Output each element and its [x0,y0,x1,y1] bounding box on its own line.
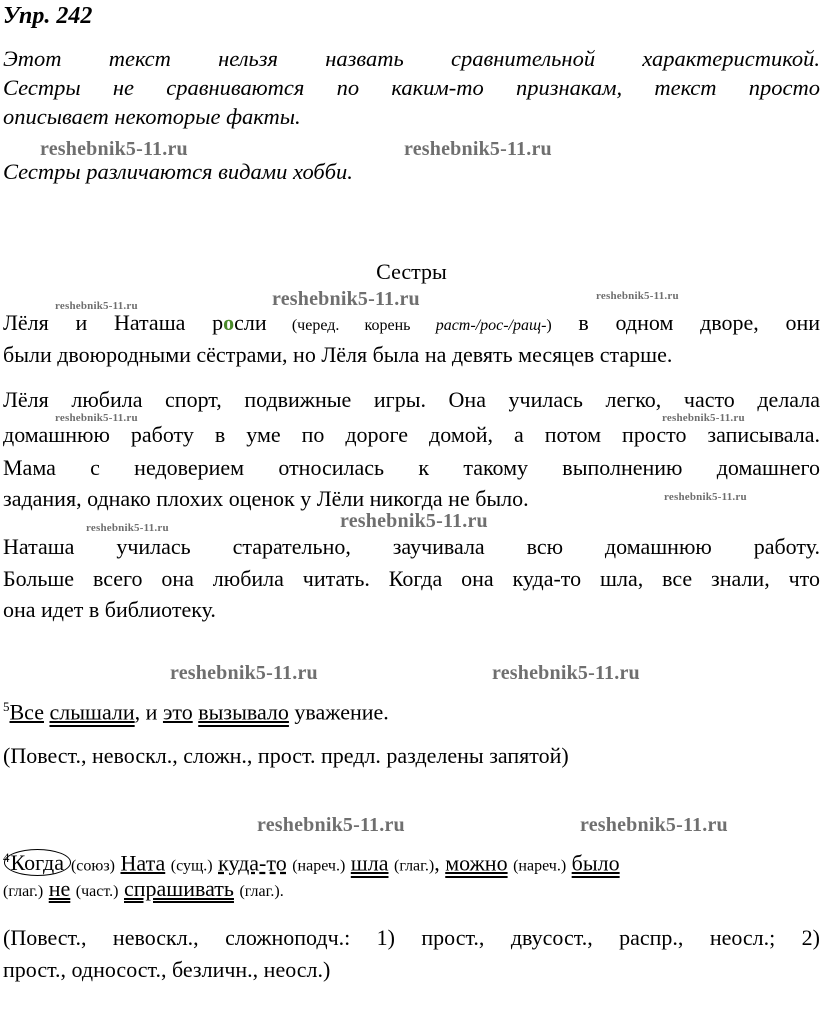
analysis5-note: (Повест., невоскл., сложн., прост. предл. разделены запятой) [3,743,569,768]
watermark: reshebnik5-11.ru [170,662,318,684]
story-p3-line2: Больше всего она любила читать. Когда она куда-то шла, все знали, что [3,566,820,591]
story-p2-line1: Лёля любила спорт, подвижные игры. Она училась легко, часто делала [3,387,820,412]
story-text: сли [234,310,267,335]
watermark: reshebnik5-11.ru [340,510,488,532]
subject-word: это [162,699,193,725]
intro-line-1: Этот текст нельзя назвать сравнительной характеристикой. [3,46,820,71]
pos-label: (сущ.) [170,857,213,875]
intro-line-4: Сестры различаются видами хобби. [3,159,353,184]
predicate-word: шла [350,850,389,876]
story-text: Лёля и Наташа р [3,310,224,335]
analysis4-note-line1: (Повест., невоскл., сложноподч.: 1) прост., двусост., распр., неосл.; 2) [3,925,820,950]
predicate-word: слышали [49,699,135,725]
story-p3-line3: она идет в библиотеку. [3,597,216,622]
intro-line-2: Сестры не сравниваются по каким-то признакам, текст просто [3,75,820,100]
root-note: (черед. корень [266,317,436,334]
analysis5-sentence [3,691,389,727]
pos-label: (глаг.) [3,883,44,900]
sentence-number: 4 [3,850,10,865]
subject-word: Все [9,699,44,725]
predicate-word: вызывало [198,699,289,725]
adverbial-word: куда-то [218,850,287,876]
predicate-word: не [48,876,71,901]
pos-label: (глаг.). [239,883,284,900]
watermark: reshebnik5-11.ru [272,288,420,310]
watermark: reshebnik5-11.ru [55,412,138,424]
watermark: reshebnik5-11.ru [86,522,169,534]
predicate-word: спрашивать [124,876,234,901]
story-p2-line2: домашнюю работу в уме по дороге домой, а потом просто записывала. [3,422,820,447]
watermark: reshebnik5-11.ru [662,412,745,424]
story-p2-line4: задания, однако плохих оценок у Лёли никогда не было. [3,486,529,511]
analysis4-line1: $^4$Когда (союз) Ната (сущ.) куда-то (нареч.) шла (глаг.), можно (нареч.) было [3,850,620,876]
story-p1-line2: были двоюродными сёстрами, но Лёля была на девять месяцев старше. [3,342,673,367]
story-text: в одном дворе, они [551,310,821,335]
watermark: reshebnik5-11.ru [55,300,138,312]
pos-label: (нареч.) [513,857,567,875]
watermark: reshebnik5-11.ru [580,814,728,836]
analysis4-line2 [3,873,284,907]
story-p2-line3: Мама с недоверием относилась к такому выполнению домашнего [3,455,820,480]
watermark: reshebnik5-11.ru [404,138,552,160]
sentence-text: , и [134,699,163,725]
intro-line-3: описывает некоторые факты. [3,104,301,129]
predicate-word: было [571,850,620,876]
watermark: reshebnik5-11.ru [257,814,405,836]
root-note: ) [546,317,552,334]
pos-label: (союз) [70,857,115,875]
pos-label: (нареч.) [292,857,346,875]
exercise-title: Упр. 242 [3,3,93,29]
predicate-word: можно [445,850,508,876]
analysis4-note-line2: прост., односост., безличн., неосл.) [3,957,331,982]
root-note-variants: раст-/рос-/ращ- [435,317,547,334]
pos-label: (част.) [75,883,119,900]
pos-label: (глаг.) [393,857,435,875]
watermark: reshebnik5-11.ru [492,662,640,684]
sentence-number: 5 [3,699,10,714]
vowel-highlight: о [223,310,235,335]
story-p3-line1: Наташа училась старательно, заучивала всю домашнюю работу. [3,534,820,559]
watermark: reshebnik5-11.ru [596,290,679,302]
sentence-text: уважение. [294,699,389,725]
watermark: reshebnik5-11.ru [40,138,188,160]
watermark: reshebnik5-11.ru [664,491,747,503]
subject-word: Ната [120,850,166,876]
conjunction-circled: Когда [4,849,71,876]
story-title: Сестры [376,259,447,284]
story-p1-line1 [3,307,820,341]
